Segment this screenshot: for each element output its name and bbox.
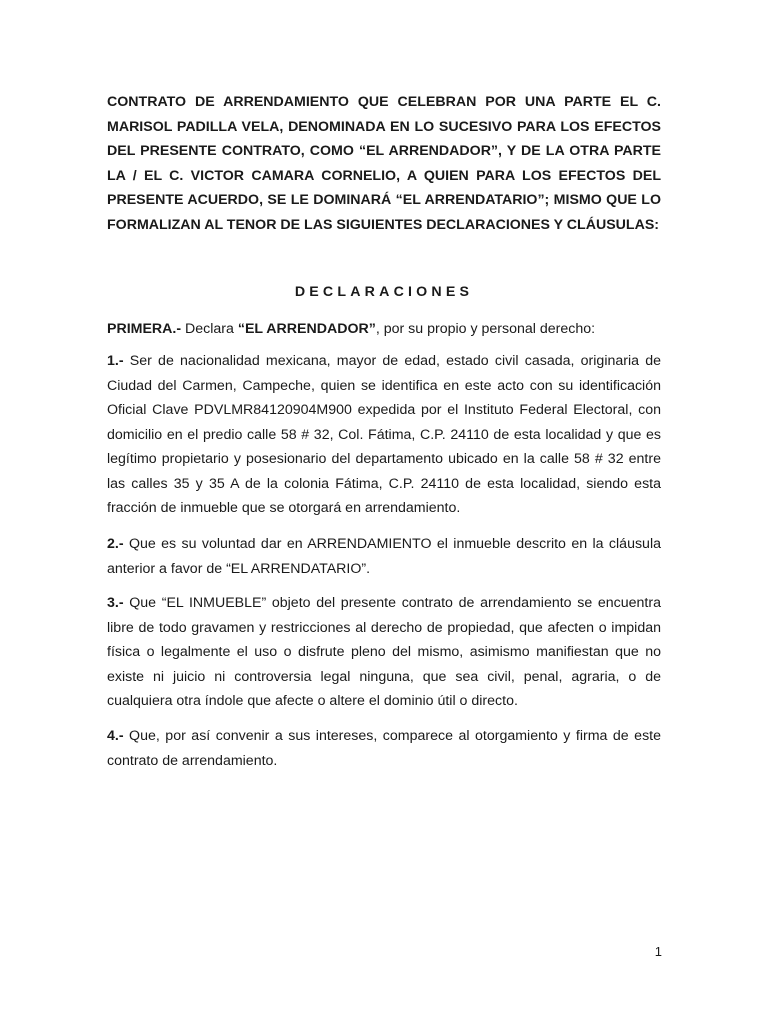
declaration-item-1 <box>107 349 661 521</box>
intro-text-before: Declara <box>181 321 238 337</box>
declaration-item-2 <box>107 532 661 581</box>
section-heading-declaraciones: DECLARACIONES <box>294 284 474 300</box>
declaration-item-3 <box>107 591 661 714</box>
item-text: Que “EL INMUEBLE” objeto del presente contrato de arrendamiento se encuentra libre de todo gravamen y restricciones al derecho de propiedad, que afecten o impidan física o legalmente el uso o disfrute pleno del mismo, asimismo manifiestan que no existe ni juicio ni controversia legal ninguna, que sea civil, penal, agraria, o de cualquiera otra índole que afecte o altere el dominio útil o directo. <box>107 595 661 709</box>
contract-title: CONTRATO DE ARRENDAMIENTO QUE CELEBRAN POR UNA PARTE EL C. MARISOL PADILLA VELA, DENOMINADA EN LO SUCESIVO PARA LOS EFECTOS DEL PRESENTE CONTRATO, COMO “EL ARRENDADOR”, Y DE LA OTRA PARTE LA / EL C. VICTOR CAMARA CORNELIO, A QUIEN PARA LOS EFECTOS DEL PRESENTE ACUERDO, SE LE DOMINARÁ “EL ARRENDATARIO”; MISMO QUE LO FORMALIZAN AL TENOR DE LAS SIGUIENTES DECLARACIONES Y CLÁUSULAS: <box>107 94 661 233</box>
declaration-label: PRIMERA.- <box>107 321 182 337</box>
item-text: Que, por así convenir a sus intereses, comparece al otorgamiento y firma de este contrato de arrendamiento. <box>107 728 661 769</box>
item-number: 1.- <box>107 353 124 369</box>
declaration-item-4 <box>107 724 661 773</box>
intro-text-after: , por su propio y personal derecho: <box>375 321 596 337</box>
item-text: Ser de nacionalidad mexicana, mayor de edad, estado civil casada, originaria de Ciudad del Carmen, Campeche, quien se identifica en este acto con su identificación Oficial Clave PDVLMR84120904M900 expedida por el Instituto Federal Electoral, con domicilio en el predio calle 58 # 32, Col. Fátima, C.P. 24110 de esta localidad y que es legítimo propietario y posesionario del departamento ubicado en la calle 58 # 32 entre las calles 35 y 35 A de la colonia Fátima, C.P. 24110 de esta localidad, siendo esta fracción de inmueble que se otorgará en arrendamiento. <box>107 353 661 516</box>
item-text: Que es su voluntad dar en ARRENDAMIENTO el inmueble descrito en la cláusula anterior a favor de “EL ARRENDATARIO”. <box>107 536 661 577</box>
page-number: 1 <box>654 944 662 959</box>
item-number: 2.- <box>107 536 124 552</box>
party-name: “EL ARRENDADOR” <box>237 321 376 337</box>
declaration-intro <box>107 317 661 342</box>
item-number: 4.- <box>107 728 124 744</box>
item-number: 3.- <box>107 595 124 611</box>
